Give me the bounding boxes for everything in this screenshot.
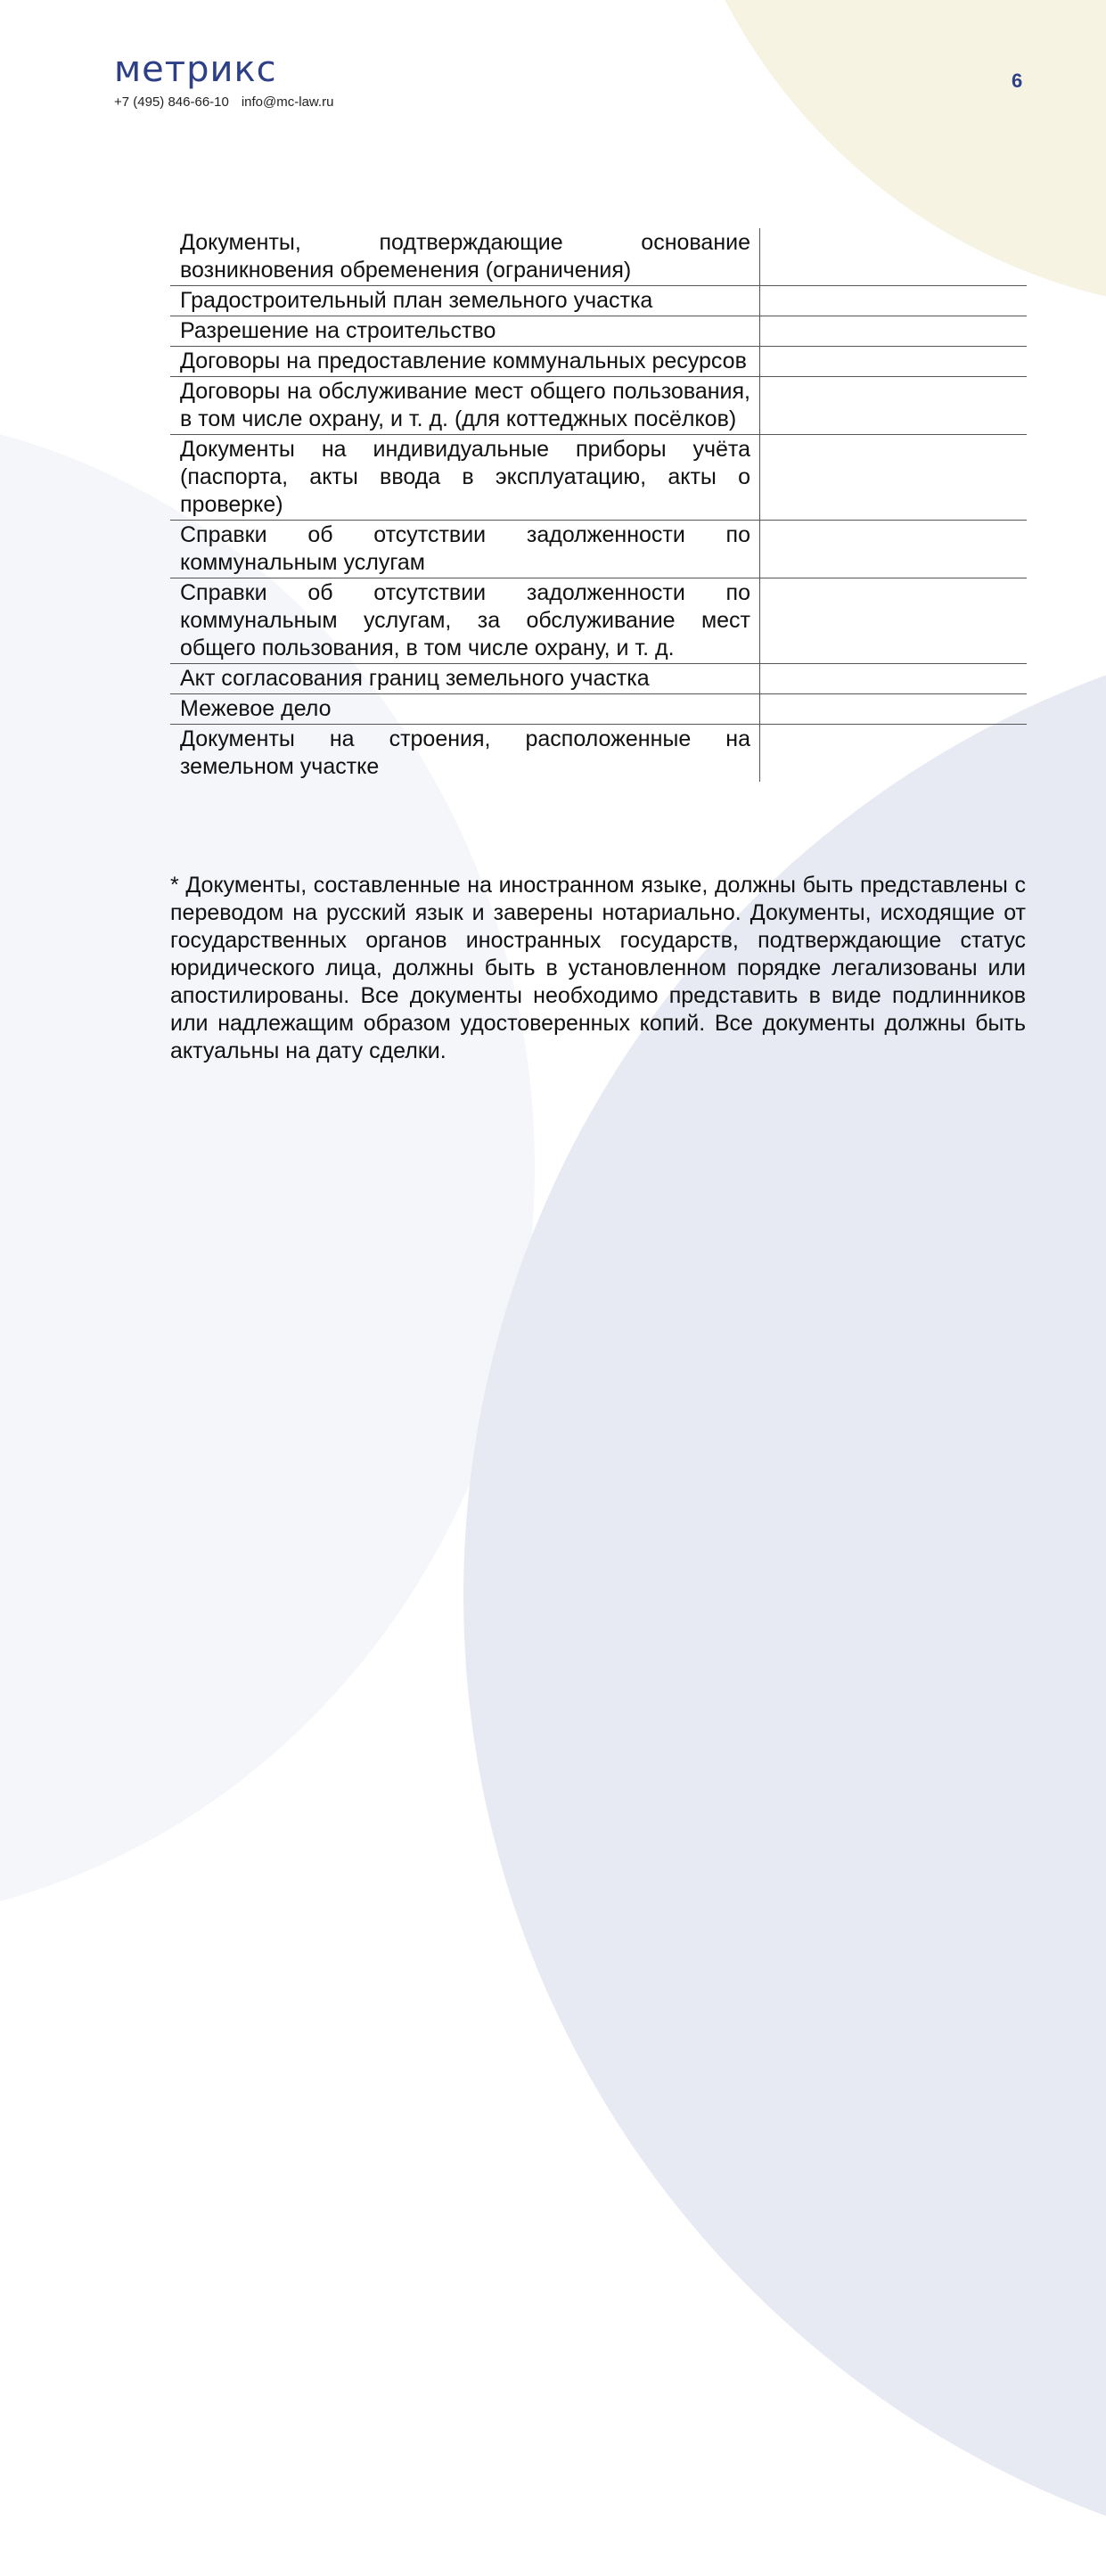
status-cell xyxy=(760,725,1028,783)
document-name: Межевое дело xyxy=(170,694,760,725)
contact-info xyxy=(114,94,333,110)
document-name: Справки об отсутствии задолженности по коммунальным услугам, за обслуживание мест общего пользования, в том числе охрану, и т. д. xyxy=(170,578,760,664)
table-row xyxy=(170,578,1027,664)
table-row xyxy=(170,347,1027,377)
status-cell xyxy=(760,316,1028,347)
table-row xyxy=(170,694,1027,725)
status-cell xyxy=(760,664,1028,694)
table-row xyxy=(170,435,1027,521)
document-name: Документы на строения, расположенные на земельном участке xyxy=(170,725,760,783)
email-address: info@mc-law.ru xyxy=(241,94,334,110)
company-logo: метрикс xyxy=(114,49,277,90)
status-cell xyxy=(760,347,1028,377)
document-name: Градостроительный план земельного участка xyxy=(170,286,760,316)
document-name: Договоры на предоставление коммунальных ресурсов xyxy=(170,347,760,377)
status-cell xyxy=(760,435,1028,521)
footnote: * Документы, составленные на иностранном языке, должны быть представлены с переводом на русский язык и заверены нотариально. Документы, исходящие от государственных органов иностранных государств, подтверждающие статус юридического лица, должны быть в установленном порядке легализованы или апостилированы. Все документы необходимо представить в виде подлинников или надлежащим образом удостоверенных копий. Все документы должны быть актуальны на дату сделки. xyxy=(170,873,1026,1063)
table-row xyxy=(170,377,1027,435)
table-row xyxy=(170,228,1027,286)
document-name: Разрешение на строительство xyxy=(170,316,760,347)
document-name: Договоры на обслуживание мест общего пользования, в том числе охрану, и т. д. (для коттеджных посёлков) xyxy=(170,377,760,435)
table-row xyxy=(170,725,1027,783)
status-cell xyxy=(760,578,1028,664)
status-cell xyxy=(760,228,1028,286)
table-row xyxy=(170,316,1027,347)
phone-number: +7 (495) 846-66-10 xyxy=(114,94,229,110)
page-header xyxy=(114,49,334,110)
status-cell xyxy=(760,377,1028,435)
table-row xyxy=(170,664,1027,694)
document-name: Справки об отсутствии задолженности по коммунальным услугам xyxy=(170,521,760,578)
document-name: Акт согласования границ земельного участка xyxy=(170,664,760,694)
status-cell xyxy=(760,286,1028,316)
document-name: Документы на индивидуальные приборы учёта (паспорта, акты ввода в эксплуатацию, акты о проверке) xyxy=(170,435,760,521)
table-row xyxy=(170,286,1027,316)
page-number: 6 xyxy=(1012,70,1023,92)
status-cell xyxy=(760,521,1028,578)
status-cell xyxy=(760,694,1028,725)
document-name: Документы, подтверждающие основание возникновения обременения (ограничения) xyxy=(180,230,750,283)
table-row xyxy=(170,521,1027,578)
documents-table xyxy=(170,228,1027,782)
